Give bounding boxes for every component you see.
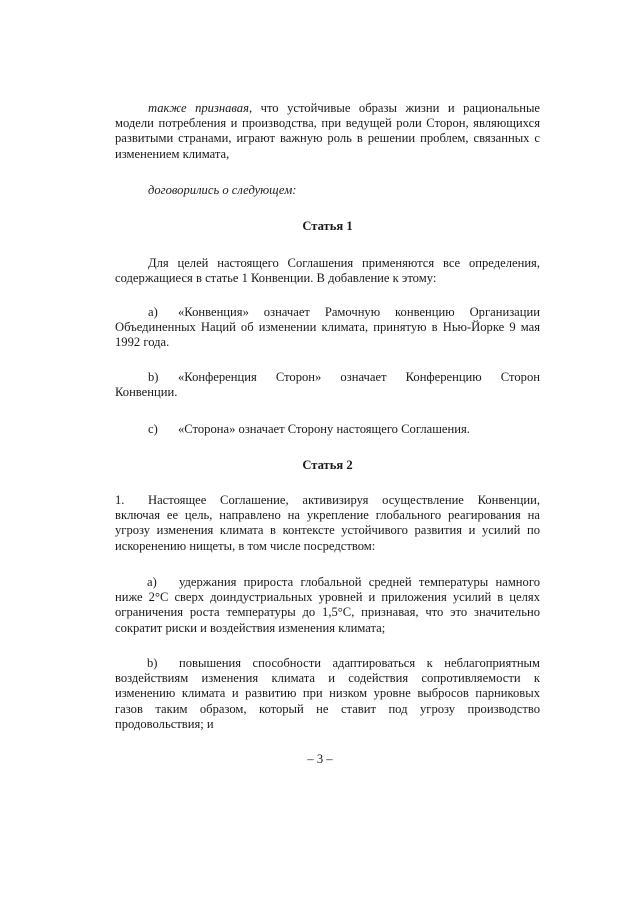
- article-2-paragraph-1: [115, 493, 540, 554]
- item-label: a): [147, 575, 157, 589]
- item-text: удержания прироста глобальной средней температуры намного ниже 2°C сверх доиндустриальных уровней и приложения усилий в целях ограничения роста температуры до 1,5°C, признавая, что это значительно сократит риски и воздействия изменения климата;: [115, 575, 540, 635]
- page-number: – 3 –: [307, 752, 333, 766]
- article-1-item-b: [115, 370, 540, 400]
- article-1-item-c: [115, 422, 540, 437]
- item-label: a): [148, 305, 158, 319]
- item-text: повышения способности адаптироваться к неблагоприятным воздействиям изменения климата и содействия сопротивляемости к изменению климата и развитию при низком уровне выбросов парниковых газов таким образом, который не ставит под угрозу производство продовольствия; и: [115, 656, 540, 731]
- article-2-title: Статья 2: [302, 458, 353, 472]
- article-2-item-a: [115, 575, 540, 636]
- item-label: b): [147, 656, 158, 670]
- preamble-text: , что устойчивые образы жизни и рациональные модели потребления и производства, при ведущей роли Сторон, являющихся развитыми странами, играют важную роль в решении проблем, связанных с изменением климата,: [115, 101, 540, 161]
- paragraph-number: 1.: [115, 493, 125, 507]
- preamble-paragraph: [115, 101, 540, 162]
- article-1-intro: Для целей настоящего Соглашения применяются все определения, содержащиеся в статье 1 Конвенции. В добавление к этому:: [115, 256, 540, 286]
- article-1-item-a: [115, 305, 540, 351]
- item-text: «Конвенция» означает Рамочную конвенцию Организации Объединенных Наций об изменении климата, принятую в Нью-Йорке 9 мая 1992 года.: [115, 305, 540, 350]
- item-text: «Конференция Сторон» означает Конференцию Сторон Конвенции.: [115, 370, 540, 400]
- article-1-title: Статья 1: [302, 219, 353, 233]
- preamble-italic-lead: также признавая: [148, 101, 249, 115]
- item-label: c): [148, 422, 158, 436]
- article-2-item-b: [115, 656, 540, 732]
- agreed-line: договорились о следующем:: [148, 183, 297, 197]
- item-text: «Сторона» означает Сторону настоящего Соглашения.: [178, 422, 470, 436]
- item-label: b): [148, 370, 159, 384]
- paragraph-text: Настоящее Соглашение, активизируя осуществление Конвенции, включая ее цель, направлено на укрепление глобального реагирования на угрозу изменения климата в контексте устойчивого развития и усилий по искоренению нищеты, в том числе посредством:: [115, 493, 540, 553]
